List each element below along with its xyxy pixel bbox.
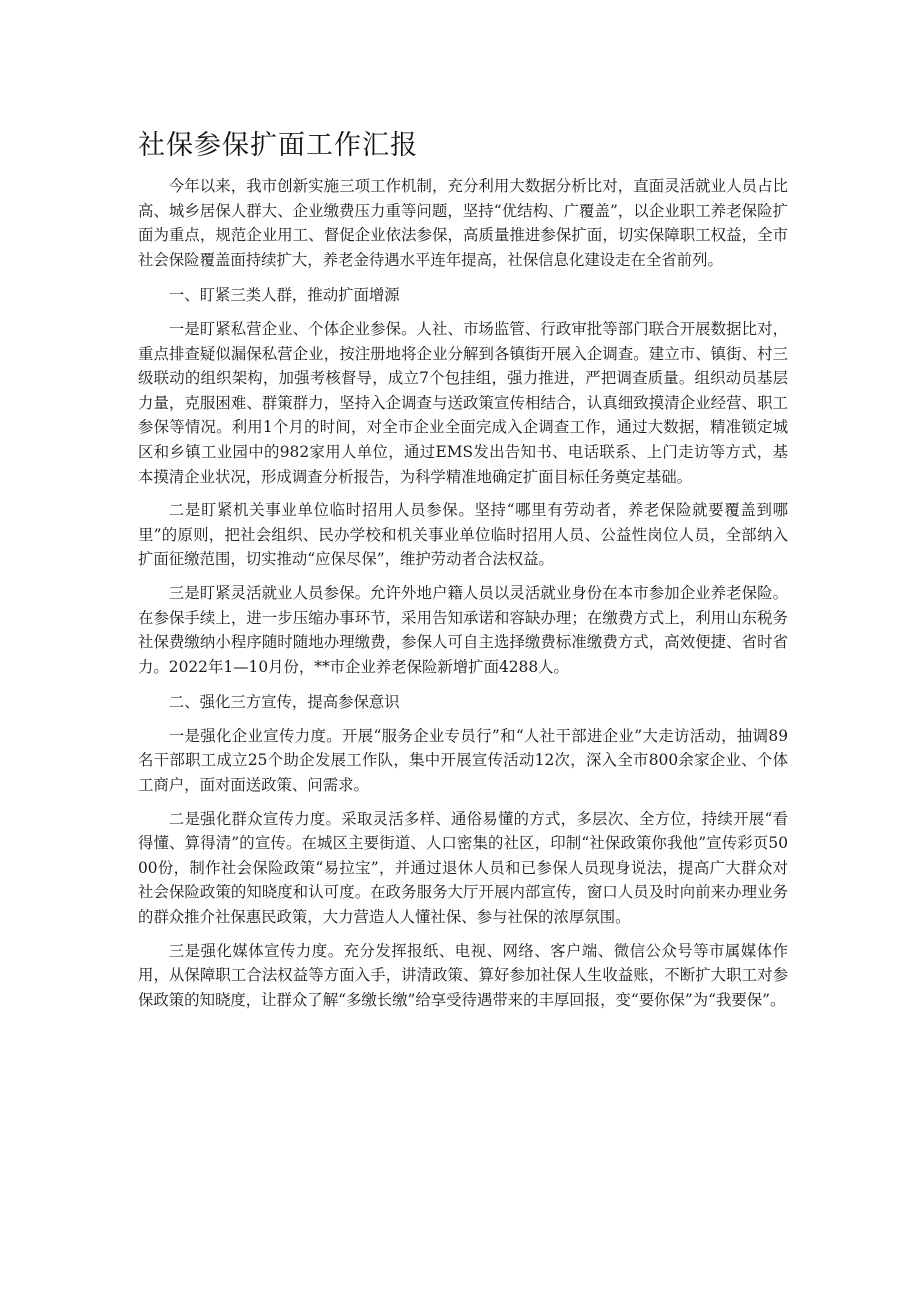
intro-paragraph: 今年以来，我市创新实施三项工作机制，充分利用大数据分析比对，直面灵活就业人员占比高、城乡居保人群大、企业缴费压力重等问题，坚持“优结构、广覆盖”，以企业职工养老保险扩面为重点，规范企业用工、督促企业依法参保，高质量推进参保扩面，切实保障职工权益，全市社会保险覆盖面持续扩大，养老金待遇水平连年提高，社保信息化建设走在全省前列。: [138, 177, 788, 269]
section-2-heading: 二、强化三方宣传，提高参保意识: [168, 693, 400, 712]
document-title: 社保参保扩面工作汇报: [138, 130, 418, 161]
section-1-paragraph-2: 二是盯紧机关事业单位临时招用人员参保。坚持“哪里有劳动者，养老保险就要覆盖到哪里”的原则，把社会组织、民办学校和机关事业单位临时招用人员、公益性岗位人员，全部纳入扩面征缴范围，切实推动“应保尽保”，维护劳动者合法权益。: [138, 501, 788, 569]
section-2-paragraph-3: 三是强化媒体宣传力度。充分发挥报纸、电视、网络、客户端、微信公众号等市属媒体作用，从保障职工合法权益等方面入手，讲清政策、算好参加社保人生收益账，不断扩大职工对参保政策的知晓度，让群众了解“多缴长缴”给享受待遇带来的丰厚回报，变“要你保”为“我要保”。: [138, 941, 788, 1009]
section-1-paragraph-1: 一是盯紧私营企业、个体企业参保。人社、市场监管、行政审批等部门联合开展数据比对，重点排查疑似漏保私营企业，按注册地将企业分解到各镇街开展入企调查。建立市、镇街、村三级联动的组织架构，加强考核督导，成立7个包挂组，强力推进，严把调查质量。组织动员基层力量，克服困难、群策群力，坚持入企调查与送政策宣传相结合，认真细致摸清企业经营、职工参保等情况。利用1个月的时间，对全市企业全面完成入企调查工作，通过大数据，精准锁定城区和乡镇工业园中的982家用人单位，通过EMS发出告知书、电话联系、上门走访等方式，基本摸清企业状况，形成调查分析报告，为科学精准地确定扩面目标任务奠定基础。: [138, 319, 788, 486]
section-2-paragraph-2: 二是强化群众宣传力度。采取灵活多样、通俗易懂的方式，多层次、全方位，持续开展“看得懂、算得清”的宣传。在城区主要街道、人口密集的社区，印制“社保政策你我他”宣传彩页5000份，制作社会保险政策“易拉宝”，并通过退休人员和已参保人员现身说法，提高广大群众对社会保险政策的知晓度和认可度。在政务服务大厅开展内部宣传，窗口人员及时向前来办理业务的群众推介社保惠民政策，大力营造人人懂社保、参与社保的浓厚氛围。: [138, 809, 788, 927]
section-1-heading: 一、盯紧三类人群，推动扩面增源: [168, 286, 400, 305]
section-1-paragraph-3: 三是盯紧灵活就业人员参保。允许外地户籍人员以灵活就业身份在本市参加企业养老保险。在参保手续上，进一步压缩办事环节，采用告知承诺和容缺办理；在缴费方式上，利用山东税务社保费缴纳小程序随时随地办理缴费，参保人可自主选择缴费标准缴费方式，高效便捷、省时省力。2022年1—10月份，**市企业养老保险新增扩面4288人。: [138, 583, 788, 676]
section-2-paragraph-1: 一是强化企业宣传力度。开展“服务企业专员行”和“人社干部进企业”大走访活动，抽调89名干部职工成立25个助企发展工作队，集中开展宣传活动12次，深入全市800余家企业、个体工商户，面对面送政策、问需求。: [138, 726, 788, 795]
document-page: [138, 128, 788, 1021]
